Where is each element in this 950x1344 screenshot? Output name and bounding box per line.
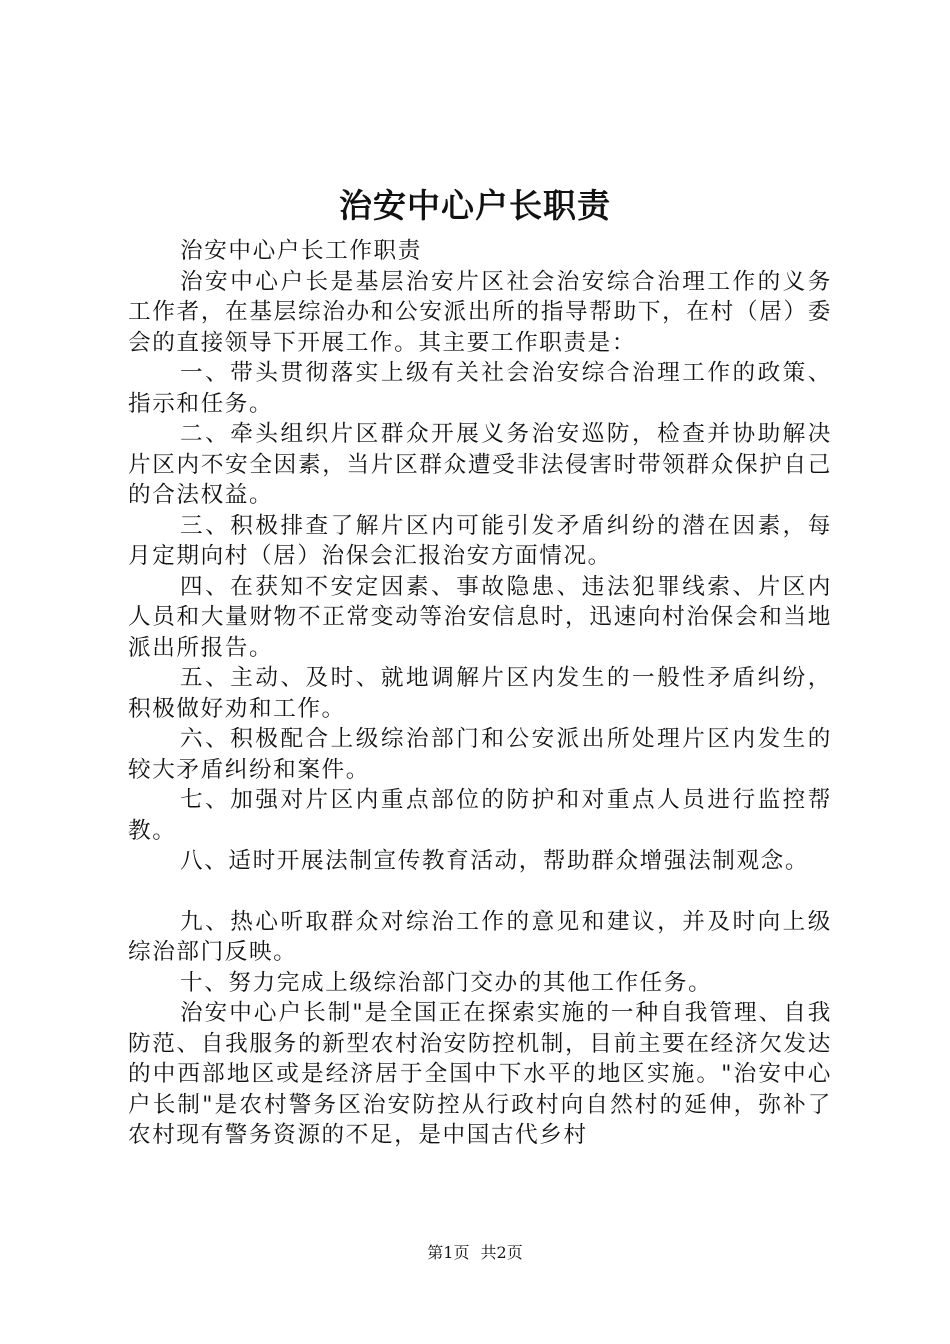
page-footer bbox=[0, 1242, 950, 1264]
paragraph-intro: 治安中心户长是基层治安片区社会治安综合治理工作的义务工作者，在基层综治办和公安派出所的指导帮助下，在村（居）委会的直接领导下开展工作。其主要工作职责是： bbox=[128, 268, 832, 356]
paragraph-item-5: 五、主动、及时、就地调解片区内发生的一般性矛盾纠纷，积极做好劝和工作。 bbox=[128, 665, 832, 722]
paragraph-item-7: 七、加强对片区内重点部位的防护和对重点人员进行监控帮教。 bbox=[128, 787, 832, 844]
document-body bbox=[128, 236, 832, 1151]
paragraph-item-10: 十、努力完成上级综治部门交办的其他工作任务。 bbox=[180, 969, 713, 996]
paragraph-item-4: 四、在获知不安定因素、事故隐患、违法犯罪线索、片区内人员和大量财物不正常变动等治安信息时，迅速向村治保会和当地派出所报告。 bbox=[128, 573, 832, 661]
page-total: 共2页 bbox=[480, 1243, 523, 1262]
paragraph-item-3: 三、积极排查了解片区内可能引发矛盾纠纷的潜在因素，每月定期向村（居）治保会汇报治安方面情况。 bbox=[128, 512, 832, 569]
page-number: 第1页 bbox=[427, 1243, 470, 1262]
paragraph-item-1: 一、带头贯彻落实上级有关社会治安综合治理工作的政策、指示和任务。 bbox=[128, 360, 832, 417]
paragraph-item-8: 八、适时开展法制宣传教育活动，帮助群众增强法制观念。 bbox=[180, 848, 810, 874]
paragraph-item-9: 九、热心听取群众对综治工作的意见和建议，并及时向上级综治部门反映。 bbox=[128, 908, 832, 965]
paragraph-item-6: 六、积极配合上级综治部门和公安派出所处理片区内发生的较大矛盾纠纷和案件。 bbox=[128, 726, 832, 783]
paragraph-item-2: 二、牵头组织片区群众开展义务治安巡防，检查并协助解决片区内不安全因素，当片区群众遭受非法侵害时带领群众保护自己的合法权益。 bbox=[128, 421, 832, 508]
document-title: 治安中心户长职责 bbox=[339, 186, 611, 225]
paragraph-heading: 治安中心户长工作职责 bbox=[180, 238, 422, 264]
paragraph-description: 治安中心户长制"是全国正在探索实施的一种自我管理、自我防范、自我服务的新型农村治安防控机制，目前主要在经济欠发达的中西部地区或是经济居于全国中下水平的地区实施。"治安中心户长制"是农村警务区治安防控从行政村向自然村的延伸，弥补了农村现有警务资源的不足，是中国古代乡村 bbox=[128, 1000, 832, 1148]
